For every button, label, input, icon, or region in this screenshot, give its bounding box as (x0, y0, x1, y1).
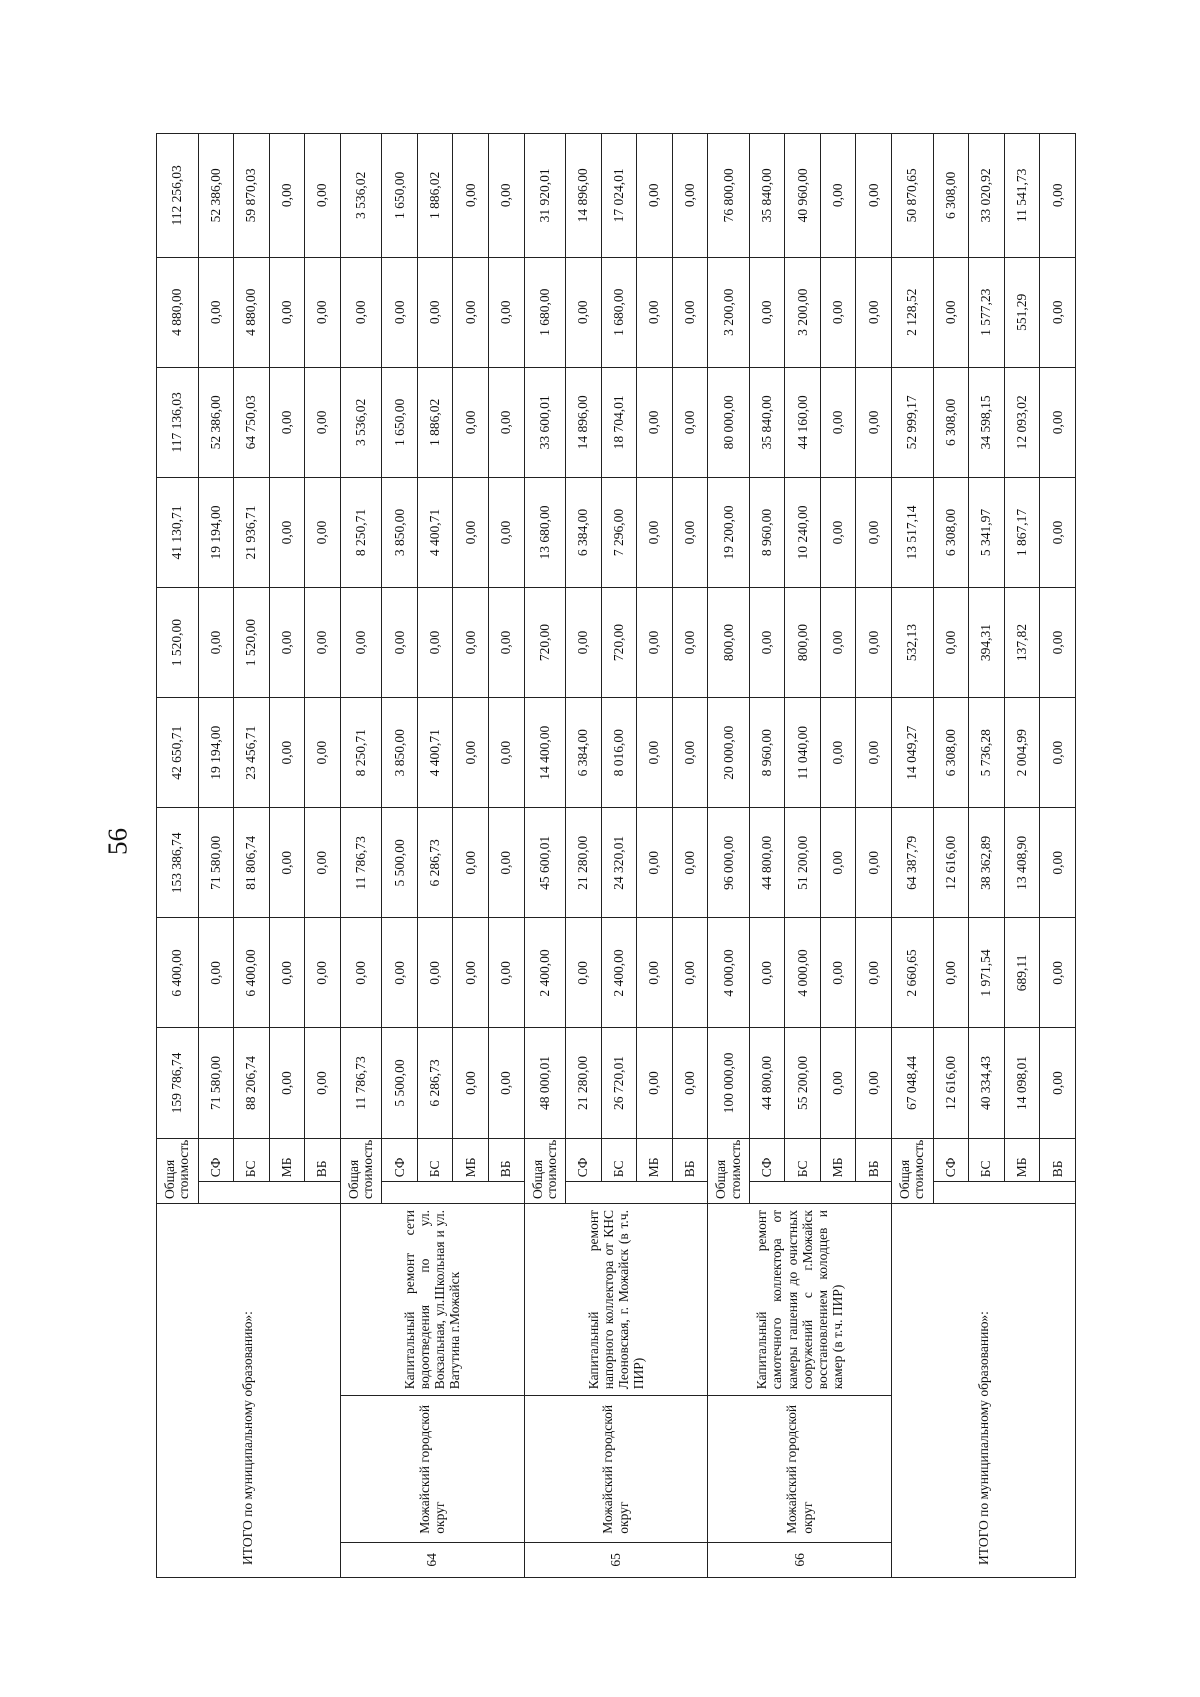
value-cell: 100 000,00 (708, 1028, 750, 1138)
including-label-text (245, 1182, 297, 1183)
value-cell: 0,00 (198, 588, 234, 698)
value-cell: 11 040,00 (785, 698, 821, 808)
value-cell: 0,00 (672, 367, 708, 477)
value-cell: 6 400,00 (157, 918, 199, 1028)
value-cell: 81 806,74 (234, 808, 270, 918)
value-cell: 64 387,79 (892, 808, 934, 918)
value-cell: 40 960,00 (785, 134, 821, 258)
table-body (157, 134, 1076, 1578)
value-cell: 0,00 (820, 257, 856, 367)
value-cell: 0,00 (749, 588, 785, 698)
funding-code: БС (969, 1138, 1005, 1182)
funding-code: МБ (1004, 1138, 1040, 1182)
value-cell: 6 308,00 (933, 367, 969, 477)
value-cell: 13 680,00 (524, 477, 566, 587)
value-cell: 0,00 (453, 477, 489, 587)
value-cell: 0,00 (453, 257, 489, 367)
value-cell: 3 536,02 (340, 134, 382, 258)
value-cell: 0,00 (269, 698, 305, 808)
value-cell: 0,00 (488, 698, 524, 808)
value-cell: 0,00 (1040, 134, 1076, 258)
funding-code: МБ (637, 1138, 673, 1182)
value-cell: 19 194,00 (198, 477, 234, 587)
value-cell: 0,00 (305, 367, 341, 477)
itogo-label: ИТОГО по муниципальному образованию»: (892, 1204, 1076, 1578)
value-cell: 0,00 (637, 918, 673, 1028)
value-cell: 0,00 (269, 1028, 305, 1138)
table-row (340, 134, 382, 1578)
value-cell: 31 920,01 (524, 134, 566, 258)
value-cell: 0,00 (417, 257, 453, 367)
value-cell: 45 600,01 (524, 808, 566, 918)
value-cell: 3 850,00 (382, 477, 418, 587)
including-label (382, 1182, 524, 1204)
value-cell: 0,00 (453, 808, 489, 918)
value-cell: 0,00 (933, 257, 969, 367)
value-cell: 6 308,00 (933, 134, 969, 258)
value-cell: 6 384,00 (566, 698, 602, 808)
value-cell: 0,00 (488, 918, 524, 1028)
value-cell: 12 093,02 (1004, 367, 1040, 477)
value-cell: 159 786,74 (157, 1028, 199, 1138)
value-cell: 0,00 (566, 588, 602, 698)
cost-table (156, 133, 1076, 1578)
value-cell: 52 386,00 (198, 134, 234, 258)
value-cell: 1 577,23 (969, 257, 1005, 367)
value-cell: 0,00 (1040, 918, 1076, 1028)
funding-code: ВБ (856, 1138, 892, 1182)
table-row (157, 134, 199, 1578)
value-cell: 1 680,00 (524, 257, 566, 367)
value-cell: 5 500,00 (382, 1028, 418, 1138)
value-cell: 6 286,73 (417, 1028, 453, 1138)
value-cell: 8 250,71 (340, 477, 382, 587)
value-cell: 0,00 (672, 257, 708, 367)
value-cell: 21 280,00 (566, 808, 602, 918)
item-description: Капитальный ремонт напорного коллектора от КНС Леоновская, г. Можайск (в т.ч. ПИР) (524, 1204, 708, 1396)
value-cell: 0,00 (382, 918, 418, 1028)
value-cell: 0,00 (488, 808, 524, 918)
value-cell: 0,00 (488, 477, 524, 587)
value-cell: 1 971,54 (969, 918, 1005, 1028)
value-cell: 0,00 (1040, 808, 1076, 918)
value-cell: 0,00 (637, 477, 673, 587)
total-cost-label: Общая стоимость (340, 1138, 382, 1203)
value-cell: 23 456,71 (234, 698, 270, 808)
value-cell: 4 000,00 (785, 918, 821, 1028)
value-cell: 0,00 (566, 918, 602, 1028)
value-cell: 5 736,28 (969, 698, 1005, 808)
value-cell: 14 896,00 (566, 367, 602, 477)
value-cell: 24 320,01 (601, 808, 637, 918)
value-cell: 0,00 (198, 918, 234, 1028)
value-cell: 800,00 (708, 588, 750, 698)
value-cell: 11 541,73 (1004, 134, 1040, 258)
item-description: Капитальный ремонт самотечного коллектора от камеры гашения до очистных сооружений с г.Можайск восстановлением колодцев и камер (в т.ч. ПИР) (708, 1204, 892, 1396)
including-label (749, 1182, 891, 1204)
value-cell: 52 999,17 (892, 367, 934, 477)
value-cell: 1 886,02 (417, 367, 453, 477)
item-index: 66 (708, 1542, 892, 1577)
value-cell: 0,00 (933, 588, 969, 698)
value-cell: 3 536,02 (340, 367, 382, 477)
funding-code: МБ (453, 1138, 489, 1182)
value-cell: 14 896,00 (566, 134, 602, 258)
funding-code: СФ (749, 1138, 785, 1182)
value-cell: 0,00 (453, 134, 489, 258)
value-cell: 50 870,65 (892, 134, 934, 258)
item-organization: Можайский городской округ (340, 1396, 524, 1542)
value-cell: 5 341,97 (969, 477, 1005, 587)
value-cell: 0,00 (1040, 1028, 1076, 1138)
value-cell: 80 000,00 (708, 367, 750, 477)
value-cell: 551,29 (1004, 257, 1040, 367)
value-cell: 17 024,01 (601, 134, 637, 258)
value-cell: 2 004,99 (1004, 698, 1040, 808)
item-organization: Можайский городской округ (708, 1396, 892, 1542)
value-cell: 38 362,89 (969, 808, 1005, 918)
value-cell: 7 296,00 (601, 477, 637, 587)
value-cell: 0,00 (856, 698, 892, 808)
value-cell: 6 308,00 (933, 698, 969, 808)
funding-code: МБ (269, 1138, 305, 1182)
funding-code: ВБ (1040, 1138, 1076, 1182)
value-cell: 35 840,00 (749, 367, 785, 477)
value-cell: 11 786,73 (340, 808, 382, 918)
funding-code: ВБ (672, 1138, 708, 1182)
value-cell: 0,00 (820, 477, 856, 587)
value-cell: 0,00 (672, 808, 708, 918)
value-cell: 2 128,52 (892, 257, 934, 367)
including-label-text (612, 1182, 664, 1183)
value-cell: 20 000,00 (708, 698, 750, 808)
value-cell: 2 400,00 (601, 918, 637, 1028)
value-cell: 0,00 (305, 918, 341, 1028)
item-index: 65 (524, 1542, 708, 1577)
funding-code: БС (234, 1138, 270, 1182)
including-label (933, 1182, 1075, 1204)
item-organization: Можайский городской округ (524, 1396, 708, 1542)
item-description: Капитальный ремонт сети водоотведения по ул. Вокзальная, ул.Школьная и ул. Ватутина г.Можайск (340, 1204, 524, 1396)
value-cell: 71 580,00 (198, 808, 234, 918)
value-cell: 10 240,00 (785, 477, 821, 587)
value-cell: 76 800,00 (708, 134, 750, 258)
value-cell: 0,00 (856, 918, 892, 1028)
table-row (524, 134, 566, 1578)
value-cell: 8 016,00 (601, 698, 637, 808)
value-cell: 0,00 (305, 257, 341, 367)
value-cell: 0,00 (269, 134, 305, 258)
value-cell: 0,00 (637, 134, 673, 258)
value-cell: 532,13 (892, 588, 934, 698)
value-cell: 1 886,02 (417, 134, 453, 258)
value-cell: 33 020,92 (969, 134, 1005, 258)
value-cell: 0,00 (820, 367, 856, 477)
including-label (566, 1182, 708, 1204)
value-cell: 0,00 (856, 134, 892, 258)
value-cell: 0,00 (269, 257, 305, 367)
value-cell: 3 850,00 (382, 698, 418, 808)
value-cell: 0,00 (637, 367, 673, 477)
value-cell: 5 500,00 (382, 808, 418, 918)
value-cell: 0,00 (1040, 257, 1076, 367)
value-cell: 42 650,71 (157, 698, 199, 808)
including-label-text (796, 1182, 848, 1183)
value-cell: 0,00 (453, 367, 489, 477)
value-cell: 21 936,71 (234, 477, 270, 587)
value-cell: 11 786,73 (340, 1028, 382, 1138)
funding-code: МБ (820, 1138, 856, 1182)
value-cell: 0,00 (488, 367, 524, 477)
value-cell: 6 400,00 (234, 918, 270, 1028)
value-cell: 1 520,00 (234, 588, 270, 698)
value-cell: 0,00 (672, 918, 708, 1028)
value-cell: 720,00 (524, 588, 566, 698)
including-label-text (980, 1182, 1032, 1183)
funding-code: БС (785, 1138, 821, 1182)
value-cell: 0,00 (305, 1028, 341, 1138)
page-number: 56 (102, 828, 133, 855)
value-cell: 112 256,03 (157, 134, 199, 258)
value-cell: 12 616,00 (933, 808, 969, 918)
value-cell: 1 867,17 (1004, 477, 1040, 587)
rotated-table-container (156, 133, 1076, 1578)
table-row (708, 134, 750, 1578)
value-cell: 4 880,00 (234, 257, 270, 367)
value-cell: 0,00 (340, 257, 382, 367)
value-cell: 8 960,00 (749, 698, 785, 808)
value-cell: 0,00 (417, 588, 453, 698)
value-cell: 0,00 (269, 477, 305, 587)
value-cell: 0,00 (749, 918, 785, 1028)
value-cell: 0,00 (637, 257, 673, 367)
value-cell: 13 408,90 (1004, 808, 1040, 918)
value-cell: 0,00 (672, 477, 708, 587)
value-cell: 96 000,00 (708, 808, 750, 918)
value-cell: 0,00 (1040, 477, 1076, 587)
value-cell: 4 400,71 (417, 477, 453, 587)
value-cell: 0,00 (566, 257, 602, 367)
value-cell: 0,00 (269, 808, 305, 918)
value-cell: 44 800,00 (749, 808, 785, 918)
value-cell: 1 650,00 (382, 134, 418, 258)
value-cell: 88 206,74 (234, 1028, 270, 1138)
including-label (198, 1182, 340, 1204)
value-cell: 0,00 (820, 588, 856, 698)
value-cell: 0,00 (453, 698, 489, 808)
funding-code: БС (417, 1138, 453, 1182)
value-cell: 0,00 (1040, 367, 1076, 477)
value-cell: 1 520,00 (157, 588, 199, 698)
value-cell: 44 800,00 (749, 1028, 785, 1138)
value-cell: 800,00 (785, 588, 821, 698)
value-cell: 0,00 (856, 367, 892, 477)
value-cell: 0,00 (417, 918, 453, 1028)
value-cell: 67 048,44 (892, 1028, 934, 1138)
value-cell: 19 194,00 (198, 698, 234, 808)
value-cell: 4 000,00 (708, 918, 750, 1028)
value-cell: 0,00 (749, 257, 785, 367)
value-cell: 12 616,00 (933, 1028, 969, 1138)
value-cell: 0,00 (933, 918, 969, 1028)
value-cell: 0,00 (453, 1028, 489, 1138)
value-cell: 41 130,71 (157, 477, 199, 587)
value-cell: 689,11 (1004, 918, 1040, 1028)
value-cell: 0,00 (856, 257, 892, 367)
including-label-text (428, 1182, 480, 1183)
value-cell: 33 600,01 (524, 367, 566, 477)
value-cell: 720,00 (601, 588, 637, 698)
value-cell: 1 650,00 (382, 367, 418, 477)
value-cell: 137,82 (1004, 588, 1040, 698)
funding-code: БС (601, 1138, 637, 1182)
total-cost-label: Общая стоимость (708, 1138, 750, 1203)
value-cell: 0,00 (672, 1028, 708, 1138)
value-cell: 1 680,00 (601, 257, 637, 367)
funding-code: СФ (382, 1138, 418, 1182)
value-cell: 26 720,01 (601, 1028, 637, 1138)
value-cell: 0,00 (340, 588, 382, 698)
value-cell: 0,00 (453, 588, 489, 698)
value-cell: 8 960,00 (749, 477, 785, 587)
value-cell: 0,00 (820, 1028, 856, 1138)
value-cell: 6 384,00 (566, 477, 602, 587)
total-cost-label: Общая стоимость (892, 1138, 934, 1203)
value-cell: 0,00 (856, 477, 892, 587)
value-cell: 14 400,00 (524, 698, 566, 808)
value-cell: 0,00 (382, 588, 418, 698)
value-cell: 0,00 (637, 808, 673, 918)
value-cell: 14 049,27 (892, 698, 934, 808)
value-cell: 0,00 (305, 134, 341, 258)
funding-code: СФ (566, 1138, 602, 1182)
value-cell: 13 517,14 (892, 477, 934, 587)
value-cell: 0,00 (488, 588, 524, 698)
value-cell: 52 386,00 (198, 367, 234, 477)
value-cell: 0,00 (269, 367, 305, 477)
value-cell: 18 704,01 (601, 367, 637, 477)
value-cell: 55 200,00 (785, 1028, 821, 1138)
value-cell: 40 334,43 (969, 1028, 1005, 1138)
value-cell: 6 286,73 (417, 808, 453, 918)
value-cell: 0,00 (856, 588, 892, 698)
value-cell: 0,00 (820, 134, 856, 258)
value-cell: 0,00 (637, 698, 673, 808)
value-cell: 2 400,00 (524, 918, 566, 1028)
value-cell: 71 580,00 (198, 1028, 234, 1138)
funding-code: СФ (933, 1138, 969, 1182)
value-cell: 4 400,71 (417, 698, 453, 808)
value-cell: 153 386,74 (157, 808, 199, 918)
value-cell: 117 136,03 (157, 367, 199, 477)
value-cell: 0,00 (382, 257, 418, 367)
value-cell: 0,00 (856, 1028, 892, 1138)
value-cell: 394,31 (969, 588, 1005, 698)
value-cell: 0,00 (637, 588, 673, 698)
total-cost-label: Общая стоимость (157, 1138, 199, 1203)
value-cell: 0,00 (820, 698, 856, 808)
value-cell: 44 160,00 (785, 367, 821, 477)
value-cell: 0,00 (856, 808, 892, 918)
value-cell: 0,00 (453, 918, 489, 1028)
itogo-label: ИТОГО по муниципальному образованию»: (157, 1204, 341, 1578)
value-cell: 0,00 (198, 257, 234, 367)
value-cell: 0,00 (488, 257, 524, 367)
value-cell: 0,00 (305, 808, 341, 918)
value-cell: 0,00 (1040, 698, 1076, 808)
value-cell: 64 750,03 (234, 367, 270, 477)
funding-code: СФ (198, 1138, 234, 1182)
value-cell: 0,00 (637, 1028, 673, 1138)
value-cell: 0,00 (340, 918, 382, 1028)
value-cell: 6 308,00 (933, 477, 969, 587)
value-cell: 0,00 (672, 588, 708, 698)
value-cell: 4 880,00 (157, 257, 199, 367)
value-cell: 14 098,01 (1004, 1028, 1040, 1138)
value-cell: 0,00 (1040, 588, 1076, 698)
value-cell: 8 250,71 (340, 698, 382, 808)
funding-code: ВБ (305, 1138, 341, 1182)
value-cell: 0,00 (305, 588, 341, 698)
value-cell: 48 000,01 (524, 1028, 566, 1138)
table-row (892, 134, 934, 1578)
funding-code: ВБ (488, 1138, 524, 1182)
value-cell: 21 280,00 (566, 1028, 602, 1138)
value-cell: 0,00 (672, 698, 708, 808)
value-cell: 0,00 (269, 918, 305, 1028)
value-cell: 19 200,00 (708, 477, 750, 587)
value-cell: 2 660,65 (892, 918, 934, 1028)
item-index: 64 (340, 1542, 524, 1577)
value-cell: 0,00 (488, 134, 524, 258)
value-cell: 0,00 (269, 588, 305, 698)
value-cell: 34 598,15 (969, 367, 1005, 477)
value-cell: 0,00 (820, 808, 856, 918)
value-cell: 0,00 (305, 698, 341, 808)
value-cell: 0,00 (672, 134, 708, 258)
value-cell: 0,00 (820, 918, 856, 1028)
value-cell: 59 870,03 (234, 134, 270, 258)
value-cell: 3 200,00 (785, 257, 821, 367)
value-cell: 0,00 (488, 1028, 524, 1138)
total-cost-label: Общая стоимость (524, 1138, 566, 1203)
value-cell: 3 200,00 (708, 257, 750, 367)
value-cell: 51 200,00 (785, 808, 821, 918)
value-cell: 35 840,00 (749, 134, 785, 258)
value-cell: 0,00 (305, 477, 341, 587)
